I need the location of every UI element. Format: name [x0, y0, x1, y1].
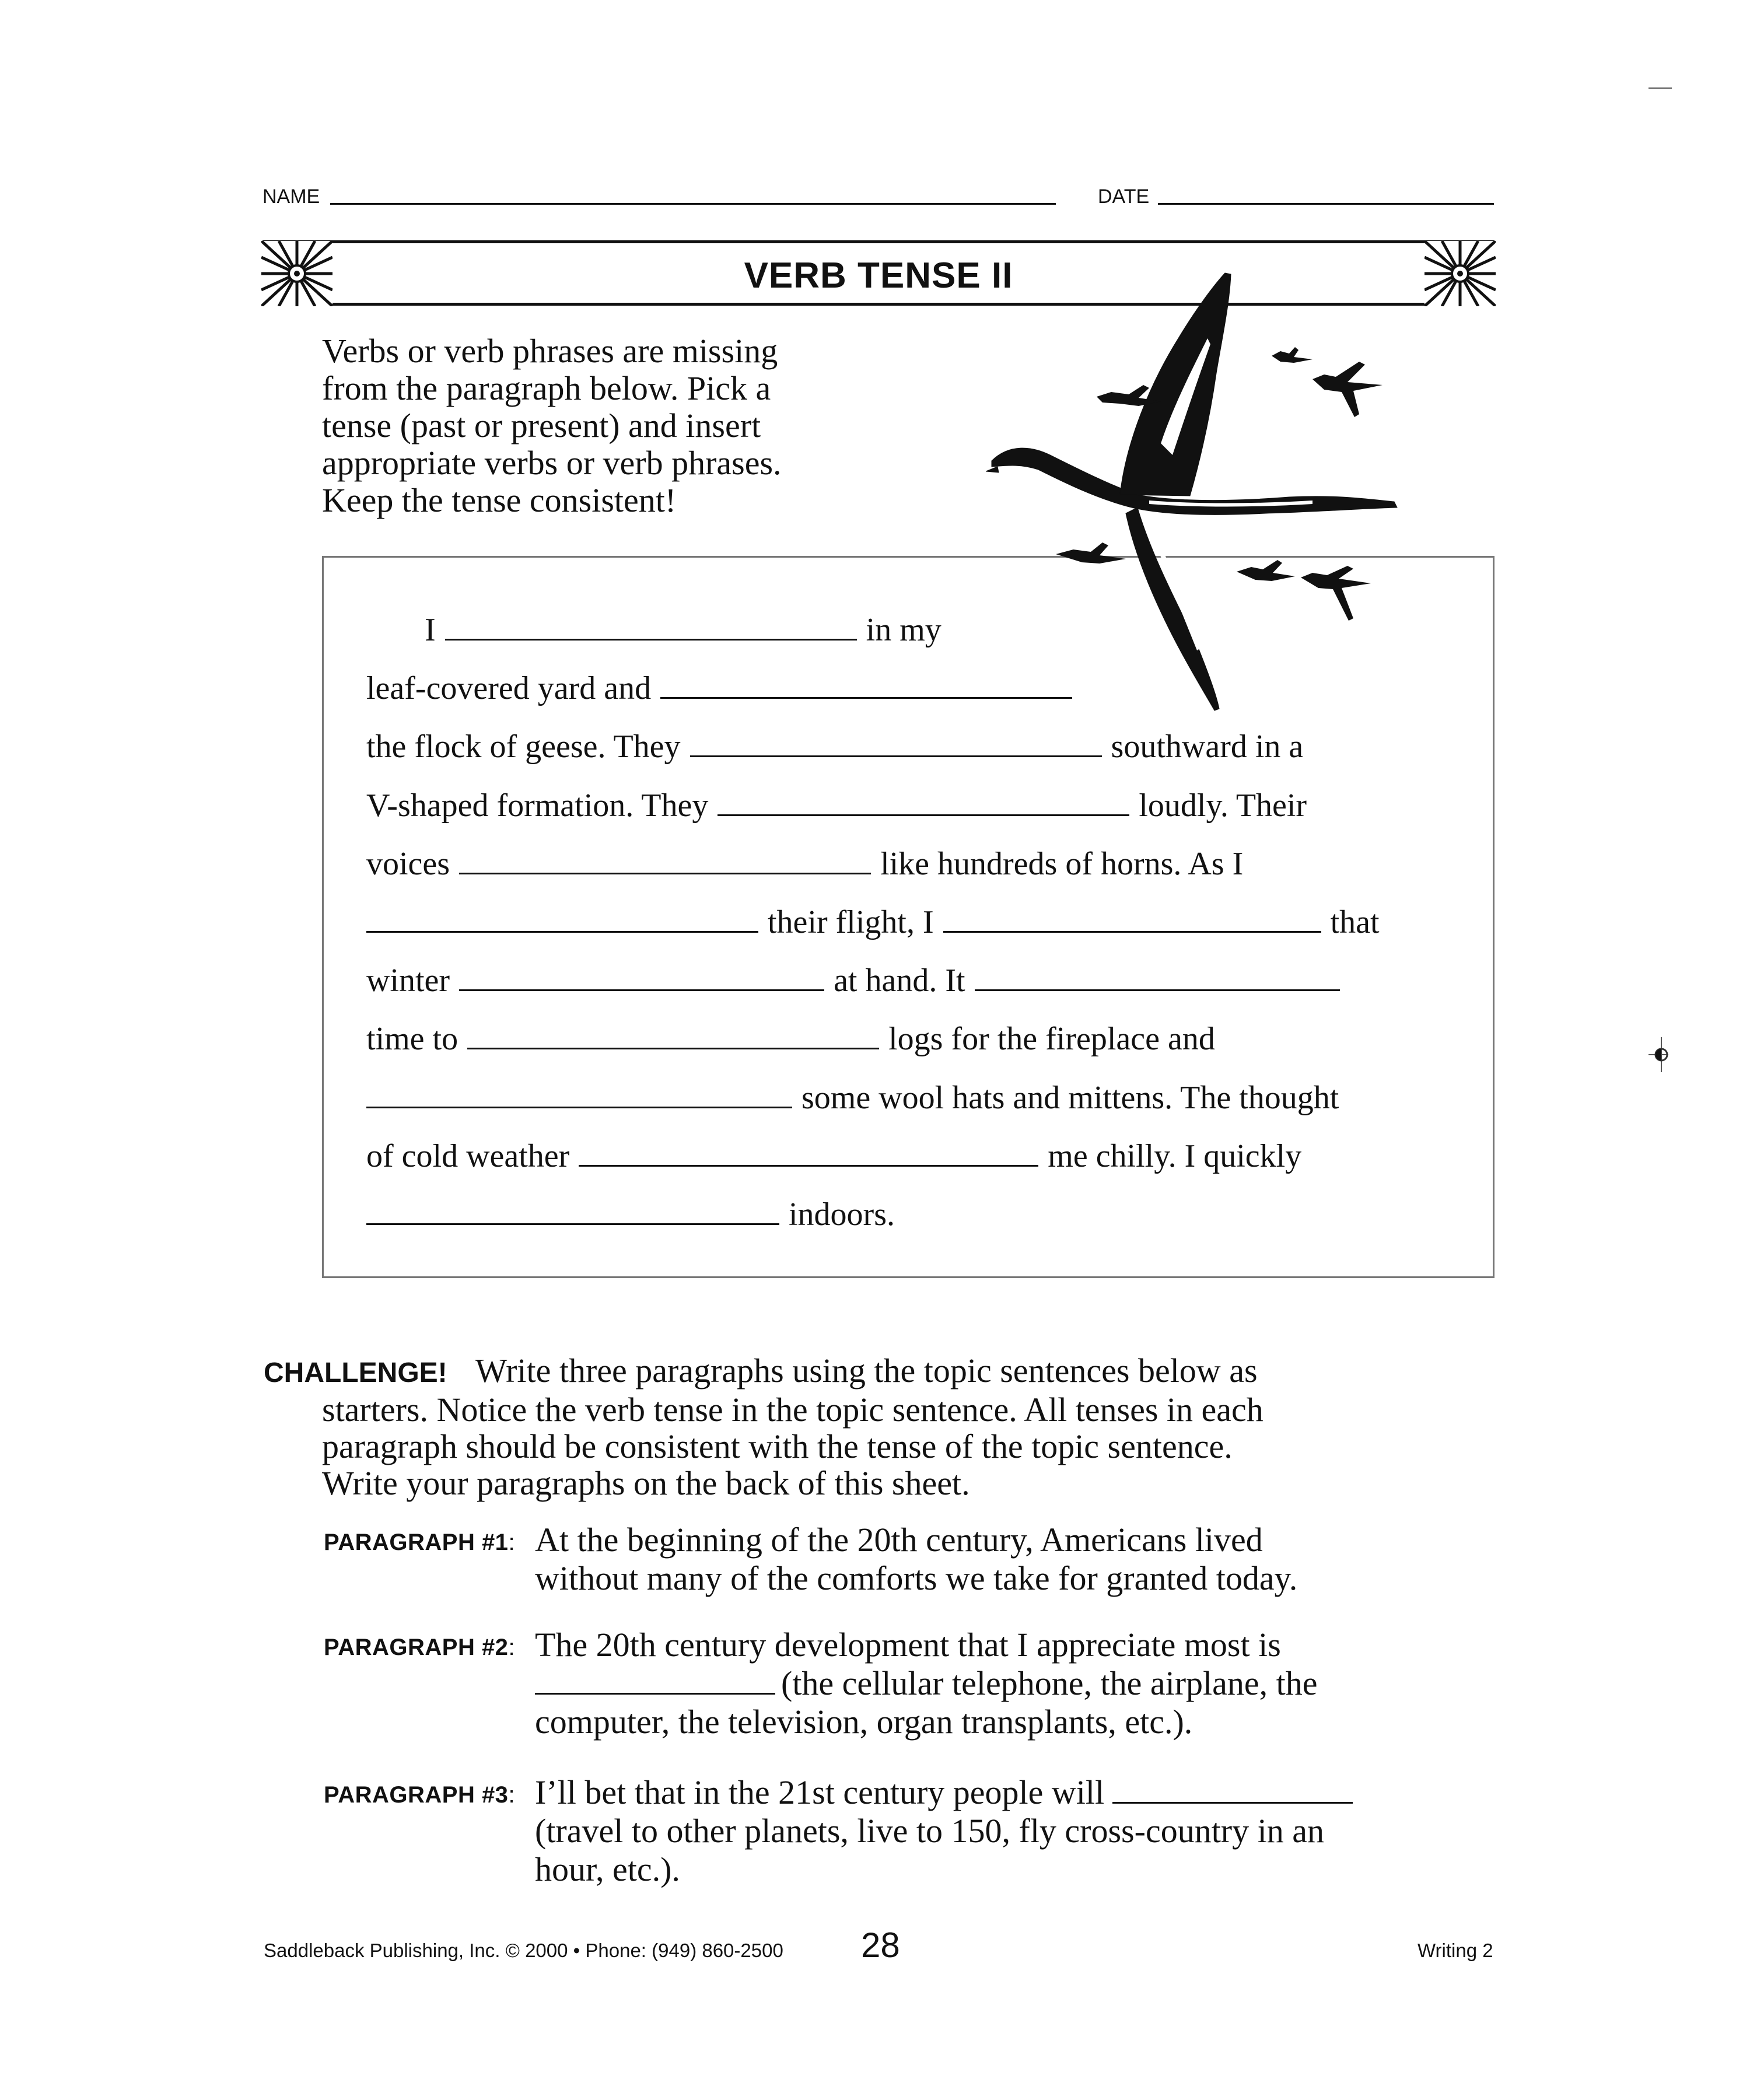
registration-mark-icon [1648, 1037, 1668, 1072]
answer-blank[interactable] [366, 1081, 792, 1108]
challenge-text: starters. Notice the verb tense in the topic sentence. All tenses in each [322, 1391, 1264, 1429]
exercise-line-7 [366, 962, 1349, 999]
exercise-text: southward in a [1111, 729, 1304, 765]
date-line[interactable] [1158, 203, 1494, 205]
instruction-line: tense (past or present) and insert [322, 407, 761, 444]
page-title: VERB TENSE II [744, 256, 1013, 296]
answer-blank[interactable] [535, 1667, 775, 1695]
exercise-text: V-shaped formation. They [366, 788, 709, 824]
instruction-line: Keep the tense consistent! [322, 481, 677, 519]
exercise-text: at hand. It [834, 963, 965, 999]
exercise-line-11 [357, 1196, 895, 1233]
instructions [322, 332, 864, 519]
geese-illustration [986, 268, 1452, 712]
answer-blank[interactable] [1112, 1776, 1353, 1804]
exercise-text: in my [866, 612, 942, 648]
paragraph-1-line: At the beginning of the 20th century, Americans lived [535, 1521, 1263, 1559]
answer-blank[interactable] [459, 964, 824, 991]
answer-blank[interactable] [467, 1022, 879, 1049]
exercise-text: their flight, I [768, 904, 934, 940]
footer-publisher: Saddleback Publishing, Inc. © 2000 • Phone: (949) 860-2500 [264, 1940, 783, 1961]
exercise-text: loudly. Their [1139, 788, 1307, 824]
challenge-text: Write your paragraphs on the back of this sheet. [322, 1464, 970, 1502]
exercise-text: logs for the fireplace and [888, 1021, 1215, 1057]
instruction-line: appropriate verbs or verb phrases. [322, 444, 782, 482]
answer-blank[interactable] [445, 613, 857, 640]
paragraph-2-line: The 20th century development that I appreciate most is [535, 1626, 1281, 1664]
exercise-text: voices [366, 846, 450, 882]
exercise-text: winter [366, 963, 450, 999]
challenge-label: CHALLENGE! [264, 1357, 447, 1388]
exercise-line-4 [366, 787, 1307, 824]
exercise-text: the flock of geese. They [366, 729, 681, 765]
exercise-line-2 [366, 670, 1082, 707]
paragraph-2-line: (the cellular telephone, the airplane, the [535, 1664, 1468, 1703]
crop-mark-top [1648, 88, 1672, 89]
answer-blank[interactable] [690, 730, 1102, 757]
instruction-line: Verbs or verb phrases are missing [322, 332, 778, 370]
name-line[interactable] [330, 203, 1056, 205]
challenge-section [264, 1352, 1489, 1502]
challenge-text: Write three paragraphs using the topic sentences below as [475, 1352, 1258, 1390]
challenge-text: paragraph should be consistent with the tense of the topic sentence. [322, 1427, 1233, 1465]
answer-blank[interactable] [975, 964, 1340, 991]
exercise-text: time to [366, 1021, 459, 1057]
answer-blank[interactable] [579, 1139, 1038, 1167]
date-label: DATE [1098, 186, 1150, 208]
paragraph-1-line: without many of the comforts we take for granted today. [535, 1559, 1298, 1597]
paragraph-1-label: PARAGRAPH #1: [324, 1530, 516, 1555]
answer-blank[interactable] [366, 905, 758, 933]
answer-blank[interactable] [459, 847, 871, 874]
footer-series: Writing 2 [1418, 1940, 1493, 1961]
exercise-line-10 [366, 1138, 1301, 1175]
paragraph-3-line: I’ll bet that in the 21st century people will [535, 1773, 1468, 1812]
paragraph-2-label: PARAGRAPH #2: [324, 1634, 516, 1660]
exercise-line-5 [366, 845, 1243, 883]
exercise-text: like hundreds of horns. As I [880, 846, 1244, 882]
exercise-line-8 [366, 1020, 1215, 1058]
exercise-line-1 [425, 611, 942, 649]
answer-blank[interactable] [718, 789, 1129, 816]
exercise-line-3 [366, 728, 1303, 765]
answer-blank[interactable] [366, 1198, 779, 1225]
instruction-line: from the paragraph below. Pick a [322, 369, 771, 407]
exercise-text: leaf-covered yard and [366, 670, 652, 706]
paragraph-2-line: computer, the television, organ transplants, etc.). [535, 1703, 1193, 1741]
exercise-text: me chilly. I quickly [1048, 1138, 1302, 1174]
page-number: 28 [861, 1926, 900, 1965]
exercise-line-6 [357, 904, 1380, 941]
exercise-text: indoors. [789, 1196, 895, 1233]
exercise-text: of cold weather [366, 1138, 570, 1174]
exercise-text: I [425, 612, 436, 648]
name-label: NAME [262, 186, 320, 208]
answer-blank[interactable] [943, 905, 1321, 933]
paragraph-3-line: (travel to other planets, live to 150, fly cross-country in an [535, 1812, 1324, 1850]
exercise-text: some wool hats and mittens. The thought [802, 1080, 1339, 1116]
exercise-text: that [1330, 904, 1380, 940]
exercise-line-9 [357, 1079, 1339, 1116]
paragraph-3-line: hour, etc.). [535, 1850, 680, 1888]
paragraph-3-label: PARAGRAPH #3: [324, 1782, 516, 1808]
